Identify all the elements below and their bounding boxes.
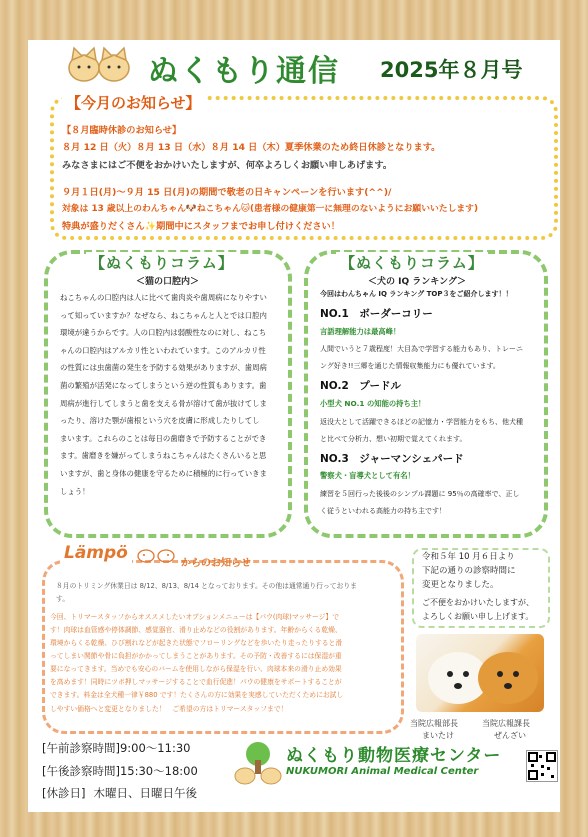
rank-desc: 返没大として活躍できるほどの記憶力・学習能力をもち、他犬種 xyxy=(320,418,523,426)
rank-desc: と比べて分析力、想い初期で覚えてくれます。 xyxy=(320,435,467,443)
qr-code xyxy=(526,750,558,782)
lampo-line: す！肉球は血管感や停体調節、感覚器官、滑り止めなどの役割があります。年齢からくる乾燥、 xyxy=(50,626,342,634)
cat-logo-icon xyxy=(64,44,134,84)
hours-row xyxy=(42,785,197,801)
hours-value: 木曜日、日曜日午後 xyxy=(93,786,197,800)
rank-tag: 言語理解能力は最高峰！ xyxy=(320,327,401,336)
notice-line: ８月 12 日（火）８月 13 日（水）８月 14 日（木）夏季休業のため終日休診となります。 xyxy=(62,142,441,153)
rank-desc: 人間でいうと７歳程度！大目為で学習する能力もあり、トレーニ xyxy=(320,345,523,353)
dog-column-heading: 【ぬくもりコラム】 xyxy=(336,252,488,273)
clinic-tree-logo-icon xyxy=(232,740,284,786)
cat-column-subtitle: ＜猫の口腔内＞ xyxy=(136,277,200,287)
notice-heading: 【今月のお知らせ】 xyxy=(62,92,205,113)
rank-desc: く従うといわれる高能力の持ち主です！ xyxy=(320,507,446,515)
text-line: 周病が進行してしまうと歯を支える骨が溶けて歯が抜けてしま xyxy=(60,398,267,408)
info-line: 変更となりました。 xyxy=(422,580,499,590)
newsletter-title: ぬくもり通信 xyxy=(148,54,340,89)
lampo-line: しやすい価格へと変更となりました！ ご希望の方はトリマースタッフまで！ xyxy=(50,705,288,713)
lampo-line: ８月のトリミング休業日は 8/12、8/13、8/14 となっております。その他は通常通り行っておりま xyxy=(56,582,357,590)
text-line: ったり、溶けた顎が歯根という穴を皮膚に形成したりしてし xyxy=(60,416,260,426)
lampo-line: できます。料金は全犬種一律￥880 です！たくさんの方に効果を実感していただくためにお試し xyxy=(50,691,344,699)
dog-column-subtitle: ＜犬の IQ ランキング＞ xyxy=(368,277,466,287)
issue-date: 2025年８月号 xyxy=(380,58,523,82)
text-line: まいます。これらのことは毎日の歯磨きで予防することができ xyxy=(60,433,267,443)
cat-column-heading: 【ぬくもりコラム】 xyxy=(86,252,238,273)
text-line: 環境が違うからです。人の口腔内は弱酸性なのに対し、ねこち xyxy=(60,328,267,338)
rank-title: NO.2 プードル xyxy=(320,380,401,392)
rank-tag: 小型犬 NO.1 の知能の持ち主！ xyxy=(320,399,426,408)
info-line: よろしくお願い申し上げます。 xyxy=(422,612,534,621)
text-line: 菌の繁殖が活発になってしまうという逆の性質もあります。歯 xyxy=(60,380,267,390)
hours-label: [休診日] xyxy=(42,786,86,800)
hours-value: 15:30～18:00 xyxy=(119,764,198,778)
rank-title: NO.3 ジャーマンシェパード xyxy=(320,453,464,465)
text-line: ます。歯磨きを嫌がってしまうねこちゃんはたくさんいると思 xyxy=(60,451,267,461)
lampo-line: ってしまい関節や骨に負担がかかってしまうことがあります。その予防・改善するには保湿が重 xyxy=(50,652,342,660)
qr-code-icon xyxy=(527,751,557,781)
rank-tag: 警察犬・盲導犬として有名！ xyxy=(320,471,415,480)
staff-role: 当院広報部長 xyxy=(410,719,458,728)
text-line: いますが、歯と身体の健康を守るために積極的に行っていきま xyxy=(60,468,267,478)
text-line: の性質には虫歯菌の発生を予防する効果がありますが、歯周病 xyxy=(60,363,267,373)
rank-desc: ング好き!!三郷を通じた情報収集能力にも優れています。 xyxy=(320,362,500,370)
hours-value: 9:00～11:30 xyxy=(119,741,191,755)
lampo-line: 今回、トリマースタッフからオススメしたいオプションメニューは【パウ(肉球)マッサージ】で xyxy=(50,613,340,621)
hours-label: [午後診察時間] xyxy=(42,764,120,778)
staff-name: まいたけ xyxy=(422,731,454,740)
rank-desc: 練習を５回行った後後のシンプル課題に 95％の高確率で、正し xyxy=(320,490,520,498)
lampo-subtitle: からのお知らせ xyxy=(181,558,251,569)
lampo-title: Lämpö xyxy=(60,543,132,563)
dogs-photo xyxy=(416,634,544,712)
hours-row xyxy=(42,763,198,779)
clinic-name-en: NUKUMORI Animal Medical Center xyxy=(286,766,479,777)
info-line: 令和５年 10 月６日より xyxy=(422,552,515,562)
lampo-line: 要になってきます。当めでも安心のバームを使用しながら保湿を行い、肉球本来の滑り止め効果 xyxy=(50,665,342,673)
rank-title: NO.1 ボーダーコリー xyxy=(320,308,433,320)
info-line: ご不便をおかけいたしますが、 xyxy=(422,598,534,607)
text-line: しょう！ xyxy=(60,486,90,496)
clinic-name: ぬくもり動物医療センター xyxy=(286,746,502,766)
dog-silhouette-icon xyxy=(136,546,178,564)
lampo-line: す。 xyxy=(56,595,70,603)
dog-column-intro: 今回はわんちゃん IQ ランキング TOP３をご紹介します！！ xyxy=(320,290,513,298)
staff-role: 当院広報課長 xyxy=(482,719,530,728)
text-line: って知っていますか？なぜなら、ねこちゃんと人とでは口腔内 xyxy=(60,310,267,320)
lampo-line: 環境からくる乾燥、ひび割れなどが起きた状態でフローリングなどを歩いたり走ったりすると滑 xyxy=(50,639,343,647)
notice-line: みなさまにはご不便をおかけいたしますが、何卒よろしくお願い申しあげます。 xyxy=(62,160,393,171)
hours-row xyxy=(42,740,190,756)
notice-line: 【８月臨時休診のお知らせ】 xyxy=(62,125,182,136)
info-line: 下記の通りの診察時間に xyxy=(422,566,516,576)
notice-line: 特典が盛りだくさん✨期間中にスタッフまでお申し付けください！ xyxy=(62,221,340,232)
text-line: ねこちゃんの口腔内は人に比べて歯肉炎や歯周病になりやすい xyxy=(60,293,267,302)
dog-faces-icon xyxy=(416,634,544,712)
text-line: ゃんの口腔内はアルカリ性といわれています。このアルカリ性 xyxy=(60,345,266,355)
staff-name: ぜんざい xyxy=(494,731,526,740)
hours-label: [午前診察時間] xyxy=(42,741,120,755)
notice-line: 対象は 13 歳以上のわんちゃん🐶ねこちゃん🐱(患者様の健康第一に無理のないようにお願いいたします) xyxy=(62,204,479,214)
lampo-line: を高めます！同時にツボ押しマッサージすることで血行促進！パウの健康をサポートすることが xyxy=(50,678,342,686)
notice-line: ９月１日(月)～９月 15 日(月)の期間で敬老の日キャンペーンを行います(^^)/ xyxy=(62,187,392,198)
cat-column-body xyxy=(60,289,276,500)
